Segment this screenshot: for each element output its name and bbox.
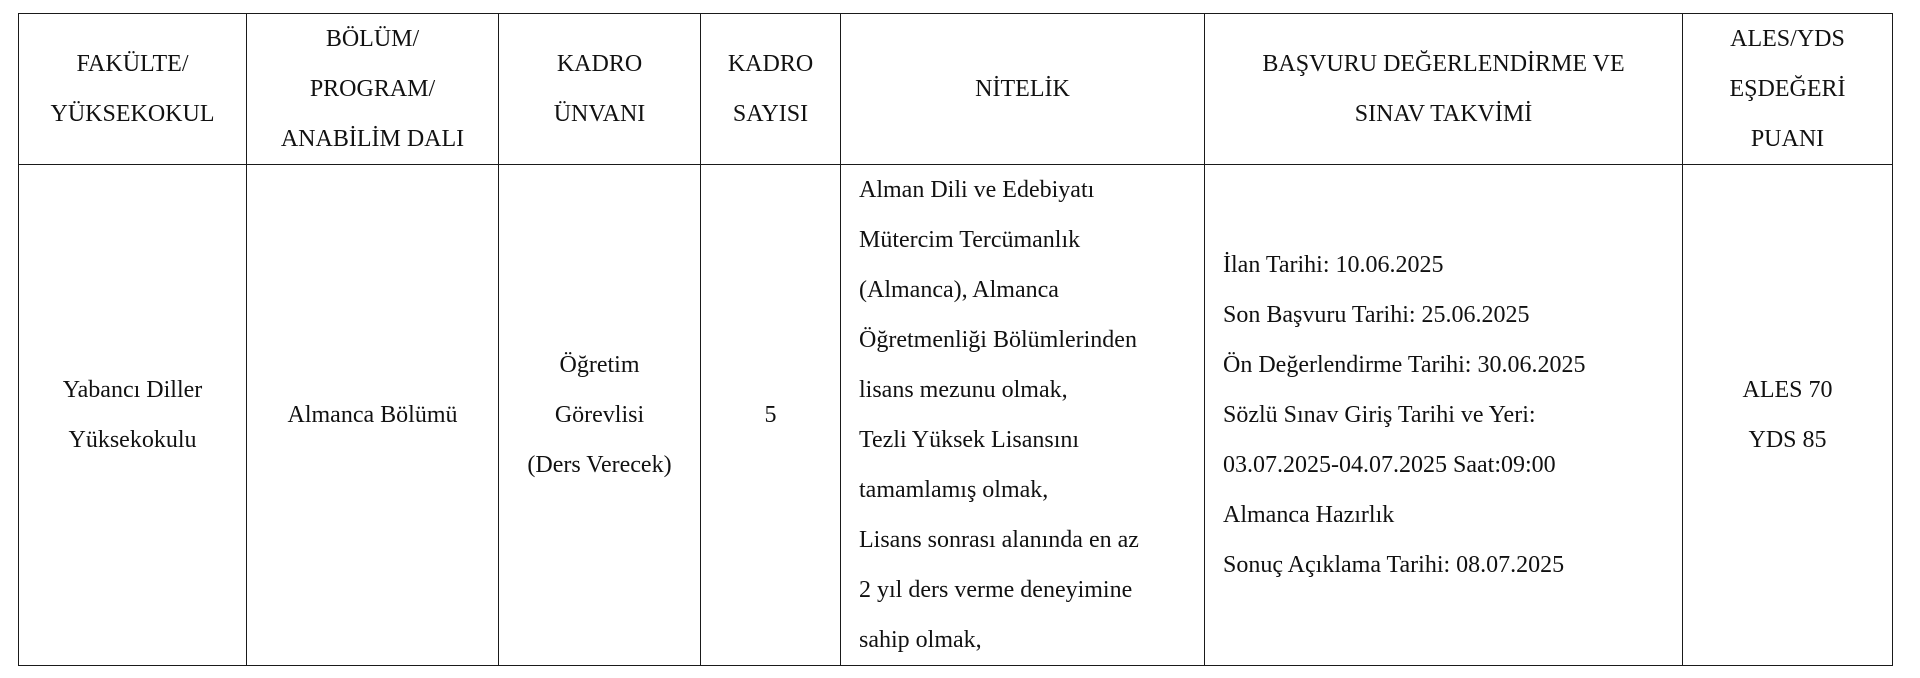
cell-kadro-unvani-line-3: (Ders Verecek)	[527, 452, 672, 478]
cell-kadro-unvani	[499, 165, 701, 666]
cell-nitelik-line-8: Lisans sonrası alanında en az	[859, 527, 1139, 553]
cell-fakulte-line-1: Yabancı Diller	[62, 377, 203, 403]
table-header	[19, 14, 1893, 165]
header-ales-line-3: PUANI	[1750, 126, 1825, 152]
cell-takvim-line-5: 03.07.2025-04.07.2025 Saat:09:00	[1223, 452, 1556, 478]
header-kadro-unvani-line-2: ÜNVANI	[553, 101, 646, 127]
cell-takvim-line-6: Almanca Hazırlık	[1223, 502, 1395, 528]
header-bolum-line-1: BÖLÜM/	[325, 26, 420, 52]
header-fakulte-line-1: FAKÜLTE/	[76, 51, 189, 77]
header-bolum-line-2: PROGRAM/	[309, 76, 436, 102]
cell-nitelik-line-3: (Almanca), Almanca	[859, 277, 1059, 303]
cell-nitelik-line-6: Tezli Yüksek Lisansını	[859, 427, 1080, 453]
header-ales-line-2: EŞDEĞERİ	[1729, 76, 1846, 102]
cell-takvim-line-4: Sözlü Sınav Giriş Tarihi ve Yeri:	[1223, 402, 1536, 428]
cell-bolum	[247, 165, 499, 666]
cell-fakulte	[19, 165, 247, 666]
header-row	[19, 14, 1893, 165]
header-kadro-unvani-line-1: KADRO	[556, 51, 643, 77]
header-kadro-unvani	[499, 14, 701, 165]
cell-takvim-line-3: Ön Değerlendirme Tarihi: 30.06.2025	[1223, 352, 1586, 378]
header-ales-line-1: ALES/YDS	[1730, 26, 1845, 52]
cell-nitelik-line-1: Alman Dili ve Edebiyatı	[859, 177, 1095, 203]
header-bolum-line-3: ANABİLİM DALI	[280, 126, 465, 152]
cell-takvim-line-7: Sonuç Açıklama Tarihi: 08.07.2025	[1223, 552, 1565, 578]
cell-nitelik-line-5: lisans mezunu olmak,	[859, 377, 1068, 403]
header-kadro-sayisi	[701, 14, 841, 165]
cell-nitelik-line-2: Mütercim Tercümanlık	[859, 227, 1081, 253]
cell-nitelik-line-9: 2 yıl ders verme deneyimine	[859, 577, 1133, 603]
table-row	[19, 165, 1893, 666]
cell-fakulte-line-2: Yüksekokulu	[68, 427, 197, 453]
cell-takvim-line-1: İlan Tarihi: 10.06.2025	[1223, 252, 1444, 278]
header-takvim	[1205, 14, 1683, 165]
header-bolum	[247, 14, 499, 165]
cell-nitelik-line-10: sahip olmak,	[859, 627, 982, 653]
cell-nitelik-line-7: tamamlamış olmak,	[859, 477, 1049, 503]
header-kadro-sayisi-line-2: SAYISI	[732, 101, 809, 127]
cell-nitelik-line-4: Öğretmenliği Bölümlerinden	[859, 327, 1137, 353]
header-takvim-line-1: BAŞVURU DEĞERLENDİRME VE	[1262, 51, 1625, 77]
header-takvim-line-2: SINAV TAKVİMİ	[1354, 101, 1533, 127]
cell-ales-line-1: ALES 70	[1742, 377, 1833, 403]
kadro-table	[18, 13, 1893, 666]
header-ales	[1683, 14, 1893, 165]
table-body	[19, 165, 1893, 666]
header-nitelik	[841, 14, 1205, 165]
cell-nitelik	[841, 165, 1205, 666]
cell-kadro-unvani-line-2: Görevlisi	[554, 402, 645, 428]
header-nitelik-line-1: NİTELİK	[975, 76, 1070, 102]
cell-kadro-sayisi	[701, 165, 841, 666]
cell-kadro-unvani-line-1: Öğretim	[559, 352, 640, 378]
cell-takvim	[1205, 165, 1683, 666]
cell-takvim-line-2: Son Başvuru Tarihi: 25.06.2025	[1223, 302, 1530, 328]
cell-ales-line-2: YDS 85	[1748, 427, 1827, 453]
cell-ales	[1683, 165, 1893, 666]
cell-bolum-line-1: Almanca Bölümü	[287, 402, 458, 428]
header-kadro-sayisi-line-1: KADRO	[727, 51, 814, 77]
header-fakulte	[19, 14, 247, 165]
cell-kadro-sayisi-line-1: 5	[764, 402, 777, 428]
header-fakulte-line-2: YÜKSEKOKUL	[50, 101, 215, 127]
